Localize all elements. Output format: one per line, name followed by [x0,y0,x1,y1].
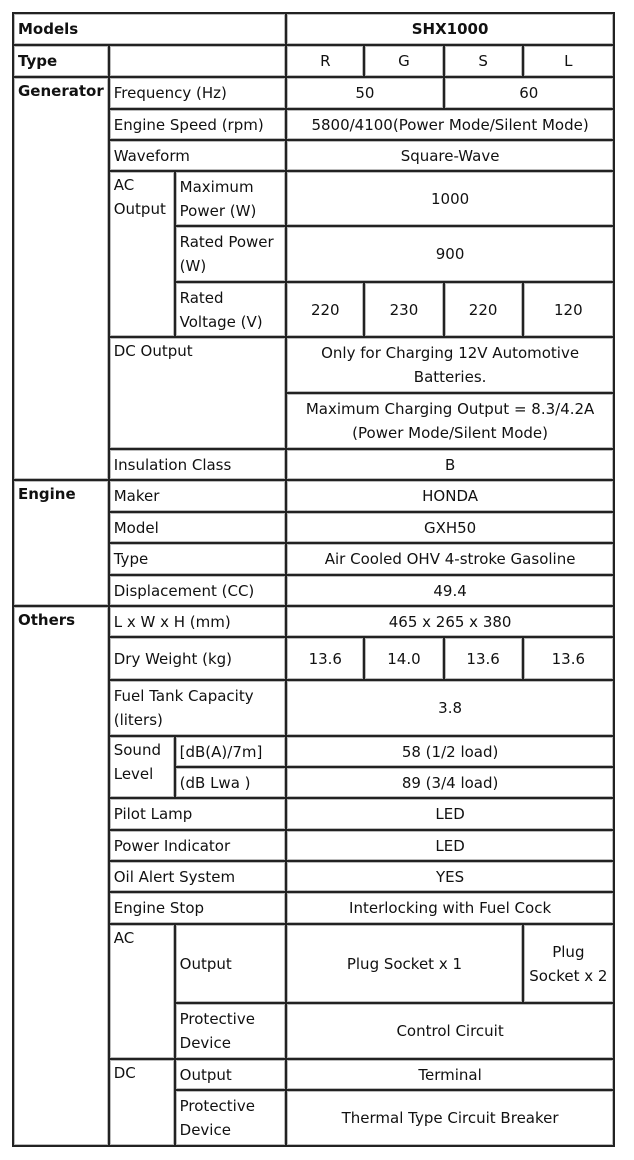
dry-weight-g: 14.0 [364,637,443,680]
rated-power-label: Rated Power (W) [175,226,287,282]
dc-protective-value: Thermal Type Circuit Breaker [286,1090,614,1146]
dc-output-value-2: Maximum Charging Output = 8.3/4.2A (Power Mode/Silent Mode) [286,393,614,449]
displacement-value: 49.4 [286,575,614,606]
rated-voltage-r: 220 [286,282,364,337]
dry-weight-l: 13.6 [523,637,614,680]
ac-output-value-l: Plug Socket x 2 [523,924,614,1003]
max-power-value: 1000 [286,171,614,226]
dc-output-sub-value: Terminal [286,1059,614,1090]
rated-voltage-l: 120 [523,282,614,337]
power-indicator-value: LED [286,830,614,861]
models-label: Models [13,13,286,45]
sound-level-unit-1: [dB(A)/7m] [175,736,287,767]
max-power-label: Maximum Power (W) [175,171,287,226]
sound-level-unit-2: (dB Lwa ) [175,767,287,798]
maker-value: HONDA [286,480,614,512]
model-name: SHX1000 [286,13,614,45]
insulation-value: B [286,449,614,480]
oil-alert-label: Oil Alert System [109,861,286,892]
frequency-label: Frequency (Hz) [109,77,286,109]
engine-speed-label: Engine Speed (rpm) [109,109,286,140]
engine-speed-value: 5800/4100(Power Mode/Silent Mode) [286,109,614,140]
type-r: R [286,45,364,77]
frequency-60: 60 [444,77,614,109]
engine-group-label: Engine [13,480,109,606]
spec-table [12,12,615,1147]
waveform-label: Waveform [109,140,286,171]
ac-protective-label: Protective Device [175,1003,287,1059]
ac-output-value: Plug Socket x 1 [286,924,523,1003]
ac-output-sub-label: Output [175,924,287,1003]
type-s: S [444,45,523,77]
rated-voltage-label: Rated Voltage (V) [175,282,287,337]
dry-weight-r: 13.6 [286,637,364,680]
type-l: L [523,45,614,77]
dimensions-value: 465 x 265 x 380 [286,606,614,637]
rated-voltage-g: 230 [364,282,443,337]
dc-protective-label: Protective Device [175,1090,287,1146]
dry-weight-s: 13.6 [444,637,523,680]
pilot-lamp-value: LED [286,798,614,830]
maker-label: Maker [109,480,286,512]
sound-level-value-2: 89 (3/4 load) [286,767,614,798]
waveform-value: Square-Wave [286,140,614,171]
frequency-50: 50 [286,77,443,109]
rated-power-value: 900 [286,226,614,282]
rated-voltage-s: 220 [444,282,523,337]
dc-output-label: DC Output [109,337,286,449]
others-group-label: Others [13,606,109,1146]
dry-weight-label: Dry Weight (kg) [109,637,286,680]
type-g: G [364,45,443,77]
engine-type-label: Type [109,543,286,575]
dimensions-row [13,606,614,637]
engine-stop-value: Interlocking with Fuel Cock [286,892,614,924]
insulation-label: Insulation Class [109,449,286,480]
dc-output-value-1: Only for Charging 12V Automotive Batteries. [286,337,614,393]
sound-level-label: Sound Level [109,736,175,798]
model-value: GXH50 [286,512,614,543]
type-empty-cell [109,45,286,77]
dc-output-sub-label: Output [175,1059,287,1090]
engine-type-value: Air Cooled OHV 4-stroke Gasoline [286,543,614,575]
power-indicator-label: Power Indicator [109,830,286,861]
engine-stop-label: Engine Stop [109,892,286,924]
maker-row [13,480,614,512]
sound-level-value-1: 58 (1/2 load) [286,736,614,767]
model-label: Model [109,512,286,543]
dimensions-label: L x W x H (mm) [109,606,286,637]
dc-label: DC [109,1059,175,1146]
oil-alert-value: YES [286,861,614,892]
type-label: Type [13,45,109,77]
ac-protective-value: Control Circuit [286,1003,614,1059]
fuel-tank-label: Fuel Tank Capacity (liters) [109,680,286,736]
displacement-label: Displacement (CC) [109,575,286,606]
models-row [13,13,614,45]
fuel-tank-value: 3.8 [286,680,614,736]
ac-output-label: AC Output [109,171,175,337]
type-row [13,45,614,77]
ac-label: AC [109,924,175,1059]
generator-group-label: Generator [13,77,109,480]
frequency-row [13,77,614,109]
pilot-lamp-label: Pilot Lamp [109,798,286,830]
